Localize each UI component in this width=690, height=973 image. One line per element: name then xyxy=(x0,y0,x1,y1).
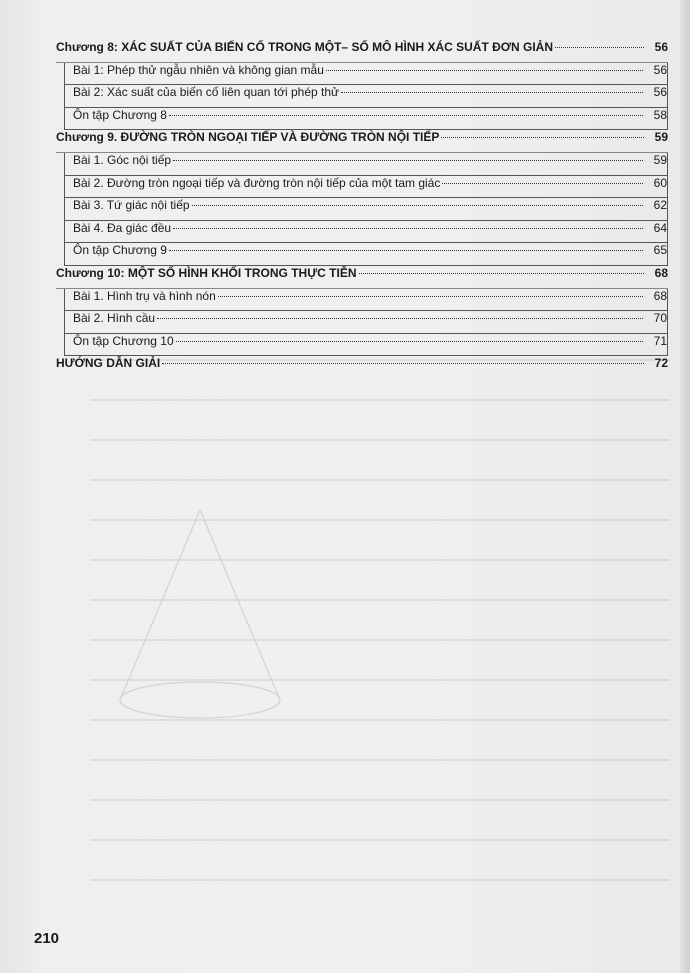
toc-entry-title: Bài 2. Hình cầu xyxy=(73,311,156,326)
toc-entry-title: Bài 1: Phép thử ngẫu nhiên và không gian mẫu xyxy=(73,62,324,77)
dot-leader xyxy=(442,183,643,184)
page-edge-shadow xyxy=(680,0,690,973)
toc-entry-page: 56 xyxy=(653,62,667,77)
dot-leader xyxy=(173,160,643,161)
toc-entry-title: Ôn tập Chương 9 xyxy=(73,243,167,258)
toc-chapter-entry xyxy=(56,356,668,378)
toc-entry-title: Ôn tập Chương 8 xyxy=(73,107,167,122)
toc-entry-title: Bài 2: Xác suất của biến cố liên quan tới phép thử xyxy=(73,85,340,100)
dot-leader xyxy=(359,273,644,274)
toc-entry-page: 68 xyxy=(653,288,667,303)
dot-leader xyxy=(162,363,644,364)
dot-leader xyxy=(176,341,643,342)
toc-entry-title: Chương 9. ĐƯỜNG TRÒN NGOẠI TIẾP VÀ ĐƯỜNG TRÒN NỘI TIẾP xyxy=(56,130,440,145)
toc-lesson-entry xyxy=(64,63,668,86)
toc-chapter-entry xyxy=(56,266,668,289)
toc-entry-page: 56 xyxy=(653,85,667,100)
dot-leader xyxy=(157,318,643,319)
dot-leader xyxy=(441,137,644,138)
page-number: 210 xyxy=(34,930,60,947)
toc-lesson-entry xyxy=(64,243,668,266)
toc-entry-title: HƯỚNG DẪN GIẢI xyxy=(56,356,161,371)
toc-entry-page: 71 xyxy=(653,333,667,348)
dot-leader xyxy=(169,115,643,116)
toc-entry-page: 68 xyxy=(654,265,668,280)
toc-entry-title: Bài 1. Góc nội tiếp xyxy=(73,152,172,167)
toc-lesson-entry xyxy=(64,221,668,244)
toc-entry-page: 64 xyxy=(653,220,667,235)
toc-entry-title: Bài 1. Hình trụ và hình nón xyxy=(73,288,216,303)
toc-entry-title: Chương 10: MỘT SỐ HÌNH KHỐI TRONG THỰC TIỄN xyxy=(56,265,357,280)
dot-leader xyxy=(218,296,643,297)
toc-lesson-entry xyxy=(64,153,668,176)
toc-entry-title: Bài 4. Đa giác đều xyxy=(73,220,172,235)
toc-chapter-entry xyxy=(56,130,668,153)
toc-entry-title: Bài 2. Đường tròn ngoại tiếp và đường tròn nội tiếp của một tam giác xyxy=(73,175,441,190)
dot-leader xyxy=(326,70,643,71)
toc-lesson-entry xyxy=(64,334,668,357)
table-of-contents xyxy=(56,40,668,378)
dot-leader xyxy=(169,250,643,251)
toc-lesson-entry xyxy=(64,311,668,334)
toc-lesson-entry xyxy=(64,176,668,199)
toc-entry-title: Ôn tập Chương 10 xyxy=(73,333,174,348)
dot-leader xyxy=(555,47,644,48)
dot-leader xyxy=(173,228,643,229)
dot-leader xyxy=(192,205,643,206)
toc-entry-page: 60 xyxy=(653,175,667,190)
toc-entry-title: Chương 8: XÁC SUẤT CỦA BIẾN CỐ TRONG MỘT– SỐ MÔ HÌNH XÁC SUẤT ĐƠN GIẢN xyxy=(56,40,554,54)
toc-entry-page: 72 xyxy=(654,356,668,371)
show-through-drawing xyxy=(90,340,670,940)
dot-leader xyxy=(341,92,643,93)
toc-lesson-entry xyxy=(64,108,668,131)
toc-lesson-entry xyxy=(64,85,668,108)
toc-entry-page: 65 xyxy=(653,243,667,258)
toc-entry-page: 59 xyxy=(654,130,668,145)
toc-entry-page: 58 xyxy=(653,107,667,122)
toc-entry-page: 56 xyxy=(654,40,668,54)
toc-lesson-entry xyxy=(64,198,668,221)
toc-entry-title: Bài 3. Tứ giác nội tiếp xyxy=(73,198,190,213)
toc-chapter-entry xyxy=(56,40,668,63)
toc-entry-page: 62 xyxy=(653,198,667,213)
toc-entry-page: 70 xyxy=(653,311,667,326)
toc-entry-page: 59 xyxy=(653,152,667,167)
toc-lesson-entry xyxy=(64,289,668,312)
